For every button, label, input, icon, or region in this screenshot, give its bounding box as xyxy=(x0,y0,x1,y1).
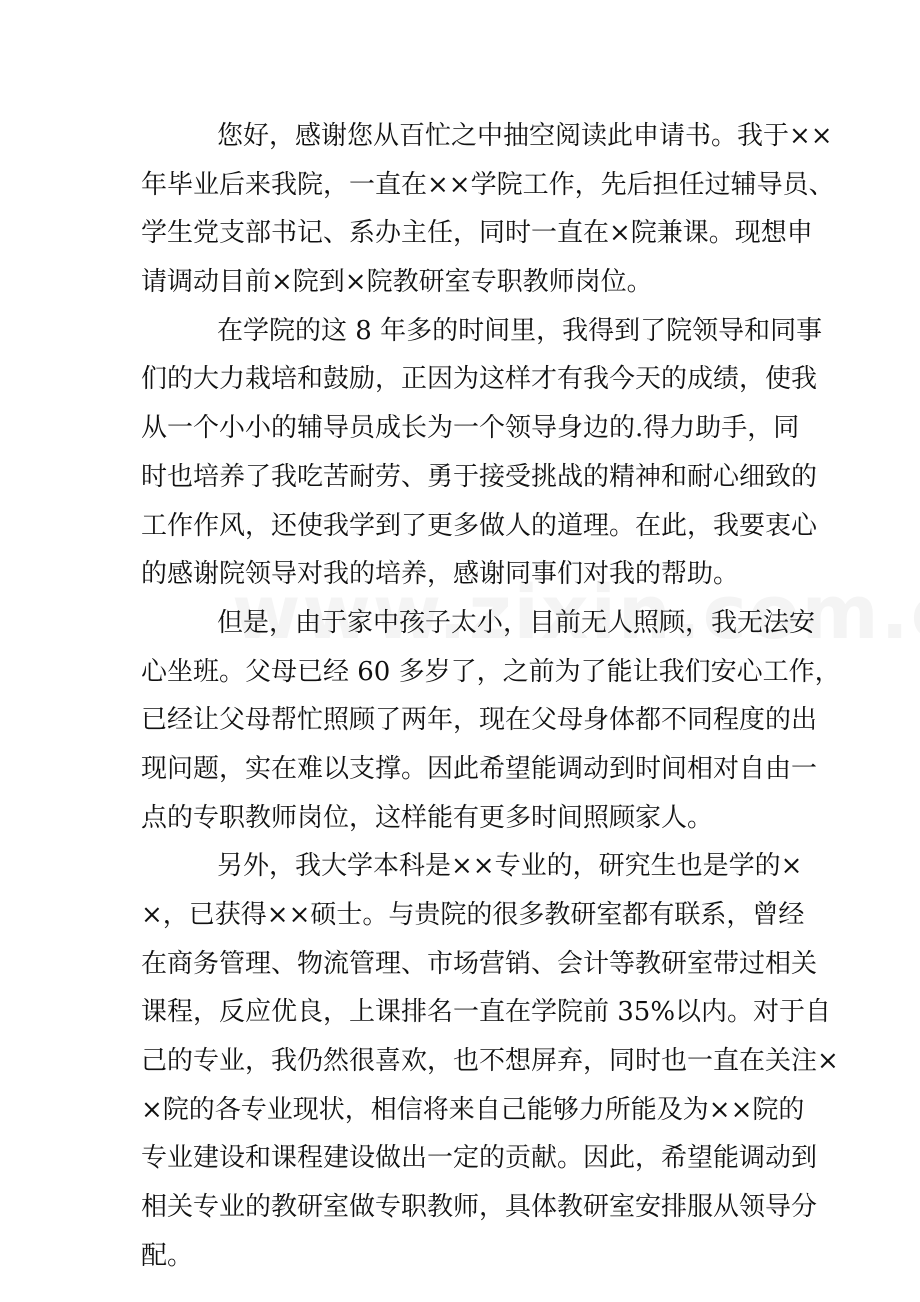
letter-body xyxy=(141,112,841,1281)
paragraph-3-line-3: 已经让父母帮忙照顾了两年，现在父母身体都不同程度的出 xyxy=(141,705,818,736)
paragraph-4-line-1: 另外，我大学本科是××专业的，研究生也是学的× xyxy=(217,851,803,882)
paragraph-2-line-3: 从一个小小的辅导员成长为一个领导身边的.得力助手，同 xyxy=(141,413,800,444)
paragraph-4-line-3: 在商务管理、物流管理、市场营销、会计等教研室带过相关 xyxy=(141,948,818,979)
paragraph-2-line-2: 们的大力栽培和鼓励，正因为这样才有我今天的成绩，使我 xyxy=(141,364,818,395)
paragraph-1-line-2: 年毕业后来我院，一直在××学院工作，先后担任过辅导员、 xyxy=(141,169,835,200)
paragraph-2-line-1: 在学院的这 8 年多的时间里，我得到了院领导和同事 xyxy=(217,315,823,346)
paragraph-3-line-1: 但是，由于家中孩子太小，目前无人照顾，我无法安 xyxy=(217,607,816,638)
paragraph-3-line-2: 心坐班。父母已经 60 多岁了，之前为了能让我们安心工作， xyxy=(141,656,841,687)
paragraph-2-line-6: 的感谢院领导对我的培养，感谢同事们对我的帮助。 xyxy=(141,559,740,590)
paragraph-4-line-4: 课程，反应优良，上课排名一直在学院前 35%以内。对于自 xyxy=(141,997,832,1028)
paragraph-1-line-4: 请调动目前×院到×院教研室专职教师岗位。 xyxy=(141,267,653,298)
paragraph-3-line-4: 现问题，实在难以支撑。因此希望能调动到时间相对自由一 xyxy=(141,753,818,784)
paragraph-2-line-5: 工作作风，还使我学到了更多做人的道理。在此，我要衷心 xyxy=(141,510,818,541)
paragraph-4-line-5: 己的专业，我仍然很喜欢，也不想屏弃，同时也一直在关注× xyxy=(141,1046,839,1077)
paragraph-2-line-4: 时也培养了我吃苦耐劳、勇于接受挑战的精神和耐心细致的 xyxy=(141,461,818,492)
paragraph-4-line-7: 专业建设和课程建设做出一定的贡献。因此，希望能调动到 xyxy=(141,1143,818,1174)
paragraph-4-line-8: 相关专业的教研室做专职教师，具体教研室安排服从领导分 xyxy=(141,1192,818,1223)
paragraph-4-line-9: 配。 xyxy=(141,1240,194,1271)
paragraph-1-line-3: 学生党支部书记、系办主任，同时一直在×院兼课。现想申 xyxy=(141,218,813,249)
paragraph-4-line-6: ×院的各专业现状，相信将来自己能够力所能及为××院的 xyxy=(141,1094,805,1125)
paragraph-4-line-2: ×，已获得××硕士。与贵院的很多教研室都有联系，曾经 xyxy=(141,900,805,930)
paragraph-1-line-1: 您好，感谢您从百忙之中抽空阅读此申请书。我于×× xyxy=(217,121,833,151)
paragraph-3-line-5: 点的专职教师岗位，这样能有更多时间照顾家人。 xyxy=(141,802,714,833)
